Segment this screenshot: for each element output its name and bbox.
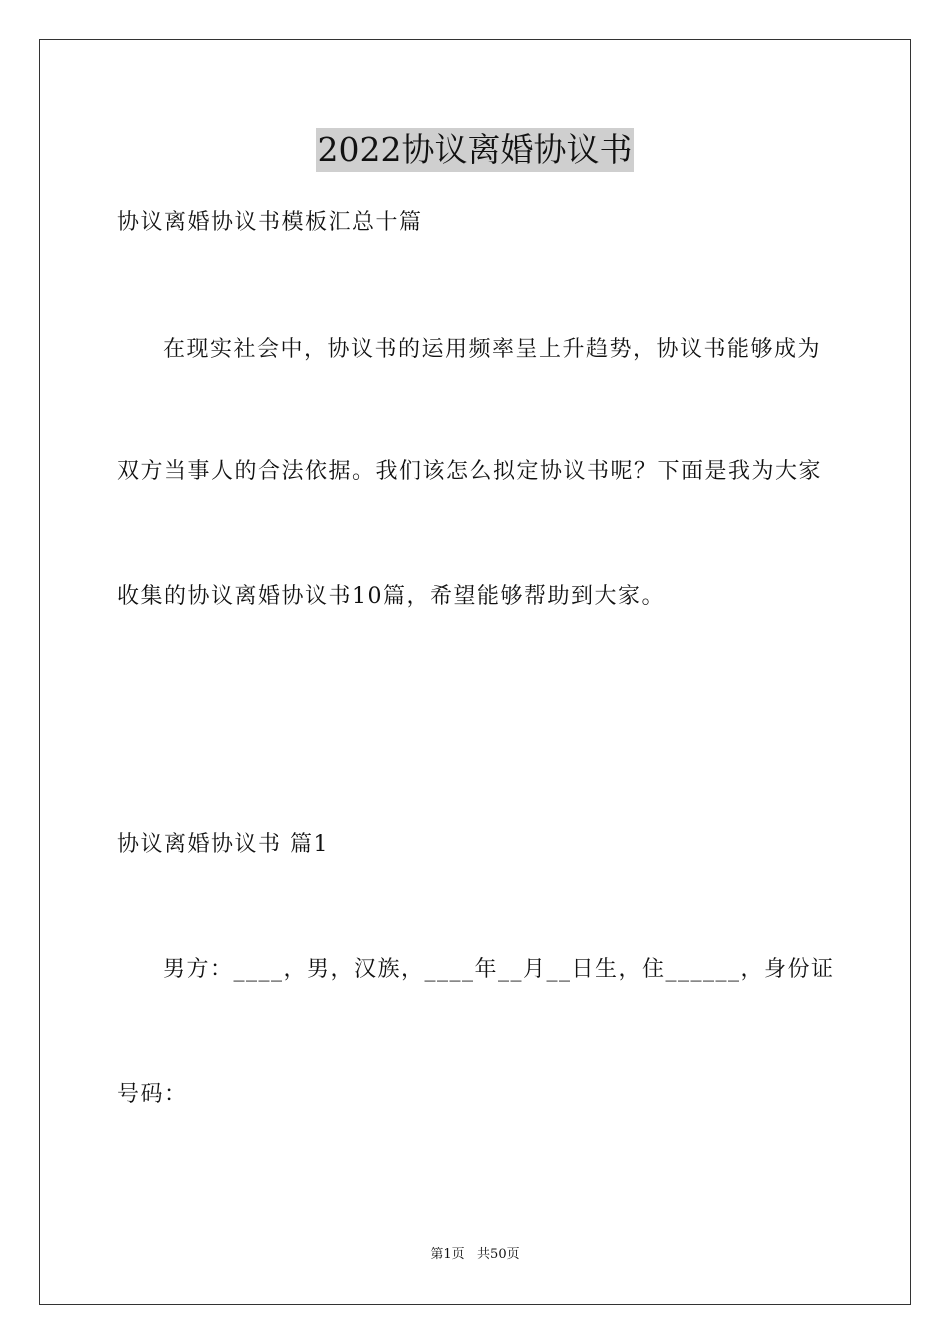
intro-line-2: 双方当事人的合法依据。我们该怎么拟定协议书呢？下面是我为大家 <box>117 459 823 484</box>
document-title: 2022协议离婚协议书 <box>316 128 635 172</box>
page-number-footer: 第1页 共50页 <box>430 1247 520 1262</box>
body-line-1: 男方：____，男，汉族，____年__月__日生，住______，身份证 <box>163 957 835 982</box>
document-subtitle: 协议离婚协议书模板汇总十篇 <box>117 210 423 235</box>
section-heading: 协议离婚协议书 篇1 <box>117 832 329 857</box>
intro-line-3: 收集的协议离婚协议书10篇，希望能够帮助到大家。 <box>117 584 665 609</box>
body-line-2: 号码： <box>117 1082 188 1107</box>
intro-line-1: 在现实社会中，协议书的运用频率呈上升趋势，协议书能够成为 <box>163 337 822 362</box>
title-container <box>0 128 950 172</box>
